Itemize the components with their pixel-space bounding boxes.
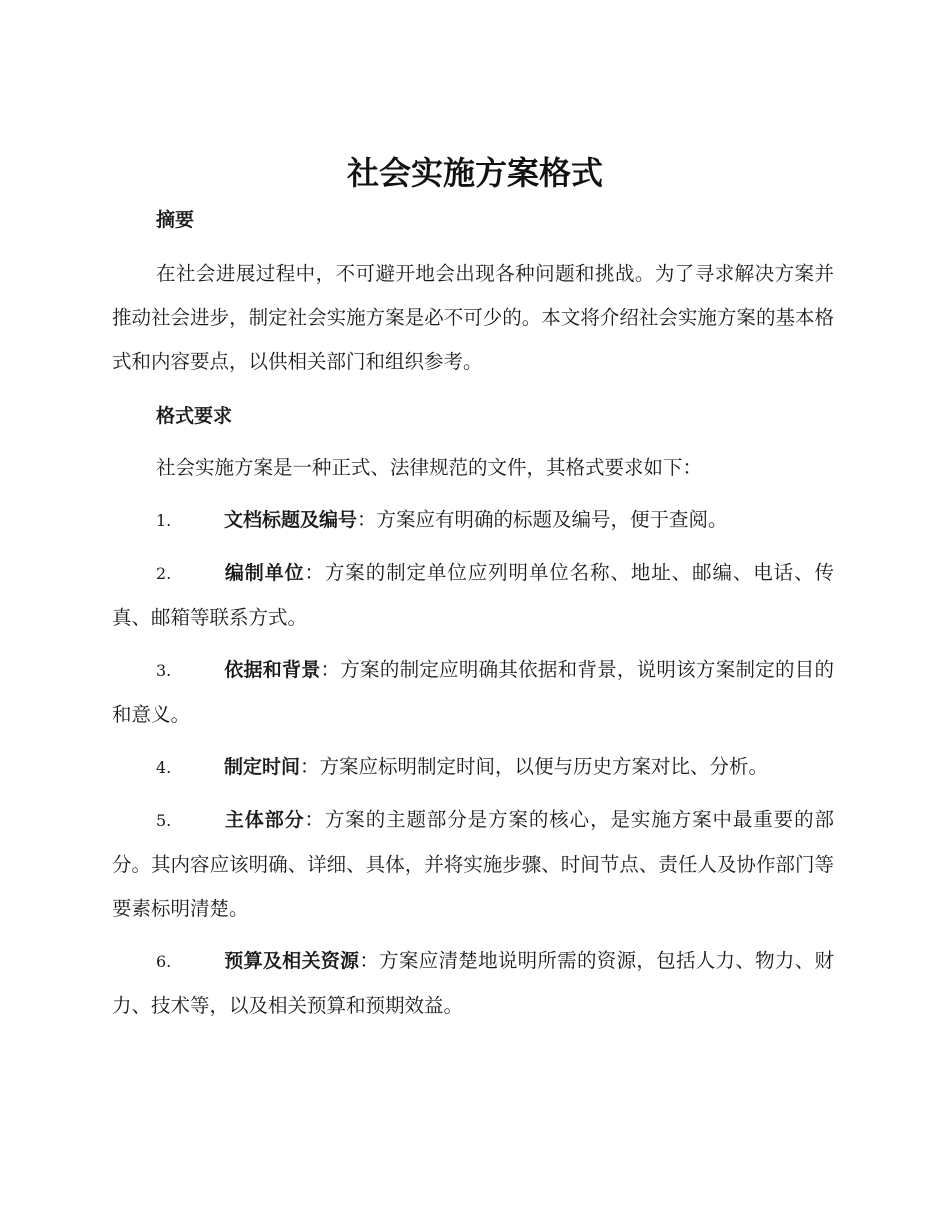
list-item-text: ：方案的制定应明确其依据和背景，说明该方案制定的目的和意义。	[112, 658, 834, 726]
list-item-text: ：方案应有明确的标题及编号，便于查阅。	[357, 508, 728, 531]
list-item	[112, 551, 834, 640]
list-item	[112, 798, 834, 931]
list-item-term: 依据和背景	[224, 659, 321, 681]
abstract-paragraph: 在社会进展过程中，不可避开地会出现各种问题和挑战。为了寻求解决方案并推动社会进步，制定社会实施方案是必不可少的。本文将介绍社会实施方案的基本格式和内容要点，以供相关部门和组织参考。	[112, 262, 834, 373]
format-intro-paragraph: 社会实施方案是一种正式、法律规范的文件，其格式要求如下：	[156, 456, 703, 479]
section-heading-abstract: 摘要	[156, 209, 195, 231]
document-title: 社会实施方案格式	[346, 154, 603, 192]
list-item-term: 编制单位	[224, 562, 305, 584]
list-item-text: ：方案应标明制定时间，以便与历史方案对比、分析。	[300, 755, 769, 778]
list-item-number: 5.	[156, 811, 172, 830]
list-item-number: 3.	[156, 661, 172, 680]
list-item-term: 制定时间	[224, 756, 301, 778]
list-item-text: ：方案的主题部分是方案的核心，是实施方案中最重要的部分。其内容应该明确、详细、具体，并将实施步骤、时间节点、责任人及协作部门等要素标明清楚。	[112, 808, 834, 920]
section-heading-format: 格式要求	[156, 405, 233, 427]
list-item-text: ：方案的制定单位应列明单位名称、地址、邮编、电话、传真、邮箱等联系方式。	[112, 561, 834, 629]
list-item	[112, 498, 834, 543]
list-item-text: ：方案应清楚地说明所需的资源，包括人力、物力、财力、技术等，以及相关预算和预期效益。	[112, 949, 834, 1017]
list-item-number: 6.	[156, 952, 172, 971]
document-body	[112, 198, 834, 1028]
list-item-number: 4.	[156, 758, 172, 777]
list-item-term: 主体部分	[224, 809, 305, 831]
list-item-term: 文档标题及编号	[224, 509, 358, 531]
list-item-number: 1.	[156, 511, 172, 530]
list-item	[112, 648, 834, 737]
list-item-term: 预算及相关资源	[224, 950, 360, 972]
list-item	[112, 939, 834, 1028]
list-item	[112, 745, 834, 790]
list-item-number: 2.	[156, 564, 172, 583]
